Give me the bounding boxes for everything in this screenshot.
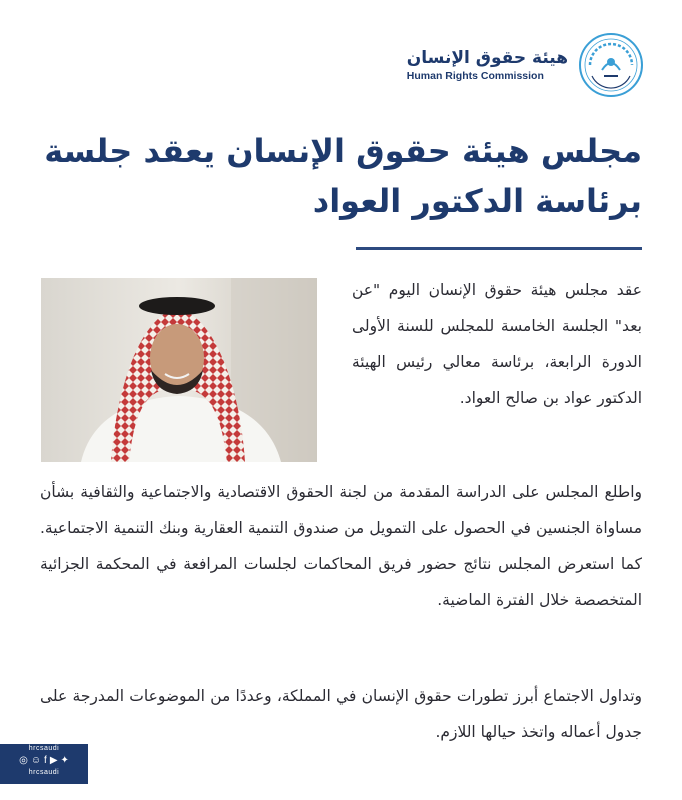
- logo-text: [407, 47, 568, 83]
- portrait-image: [41, 278, 317, 462]
- commission-seal-icon: [578, 32, 644, 98]
- article-paragraph-3: وتداول الاجتماع أبرز تطورات حقوق الإنسان في المملكة، وعددًا من الموضوعات المدرجة على جدول أعماله واتخذ حيالها اللازم.: [40, 687, 642, 741]
- social-handle-bottom: hrcsaudi: [28, 769, 60, 776]
- social-icons: [0, 754, 88, 768]
- portrait-photo: [41, 278, 317, 462]
- instagram-icon[interactable]: ◎: [19, 755, 28, 766]
- social-handle-top: hrcsaudi: [28, 745, 60, 752]
- logo-arabic-name: هيئة حقوق الإنسان: [406, 48, 568, 68]
- social-media-badge: [0, 744, 88, 784]
- logo-english-name: Human Rights Commission: [406, 70, 544, 82]
- article-title: مجلس هيئة حقوق الإنسان يعقد جلسة برئاسة الدكتور العواد: [44, 132, 642, 220]
- article-paragraph-2: واطلع المجلس على الدراسة المقدمة من لجنة الحقوق الاقتصادية والاجتماعية والثقافية بشأن مساواة الجنسين في الحصول على التمويل من صندوق التنمية العقارية وبنك التنمية الاجتماعية. كما استعرض المجلس نتائج حضور فريق المحاكمات لجلسات المرافعة في المحكمة الجزائية المتخصصة خلال الفترة الماضية.: [40, 483, 642, 609]
- facebook-icon[interactable]: f: [44, 755, 47, 766]
- title-divider: [356, 247, 642, 250]
- article-paragraph-1: عقد مجلس هيئة حقوق الإنسان اليوم "عن بعد" الجلسة الخامسة للمجلس للسنة الأولى الدورة الرابعة، برئاسة معالي رئيس الهيئة الدكتور عواد بن صالح العواد.: [352, 281, 642, 407]
- snapchat-icon[interactable]: ☺: [30, 755, 42, 766]
- youtube-icon[interactable]: ▶: [49, 755, 58, 766]
- header-logo: [407, 32, 644, 98]
- twitter-icon[interactable]: ✦: [60, 755, 69, 766]
